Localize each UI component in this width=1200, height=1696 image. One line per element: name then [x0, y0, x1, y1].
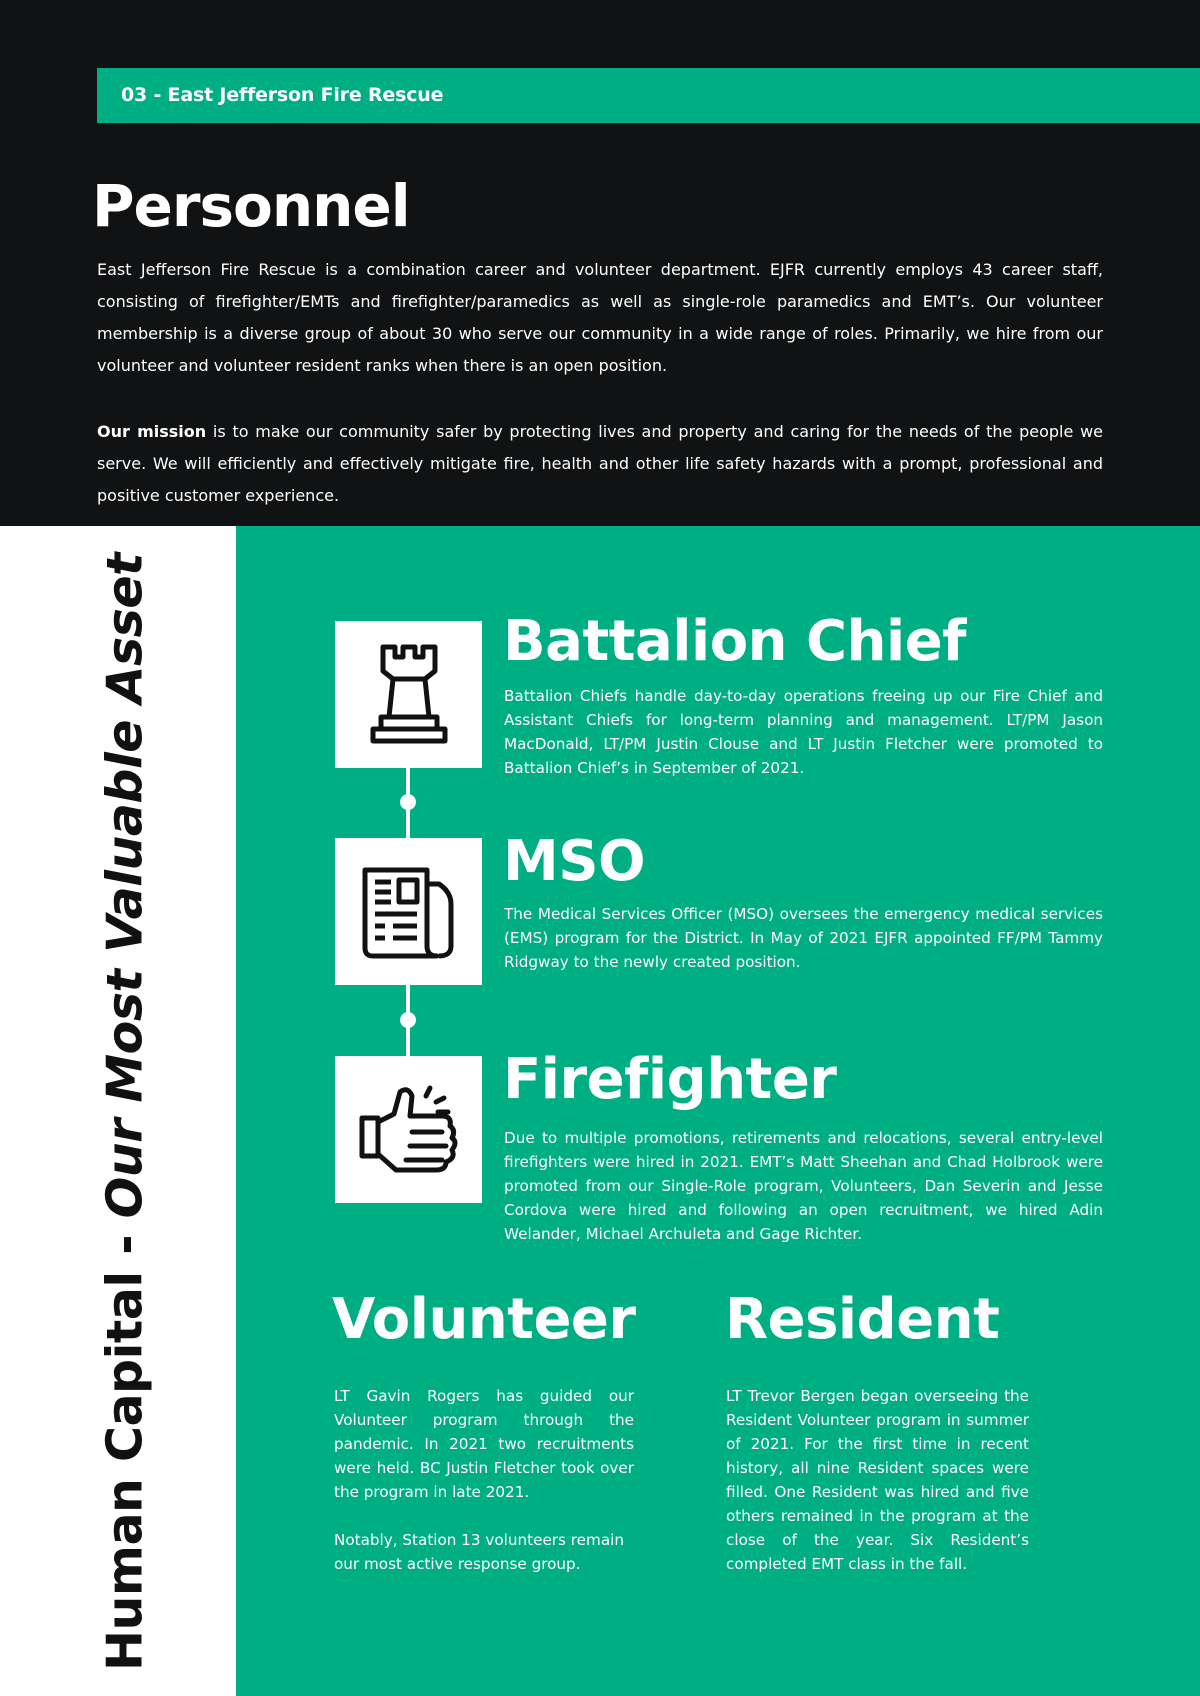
mission-lead: Our mission — [97, 422, 207, 441]
volunteer-title: Volunteer — [332, 1287, 636, 1352]
chess-rook-icon — [367, 643, 451, 747]
resident-title: Resident — [725, 1287, 1000, 1352]
timeline-dot — [400, 1012, 416, 1028]
banner-text: 03 - East Jefferson Fire Rescue — [121, 84, 444, 106]
mission-text: is to make our community safer by protecting lives and property and caring for the needs of the people we serve. We will efficiently and effectively mitigate fire, health and other life safety hazards with a prompt, professional and positive customer experience. — [97, 422, 1103, 505]
role-icon-box — [335, 1056, 482, 1203]
intro-paragraph: East Jefferson Fire Rescue is a combination career and volunteer department. EJFR currently employs 43 career staff, consisting of firefighter/EMTs and firefighter/paramedics as well as single-role paramedics and EMT’s. Our volunteer membership is a diverse group of about 30 who serve our community in a wide range of roles. Primarily, we hire from our volunteer and volunteer resident ranks when there is an open position. — [97, 260, 1103, 375]
role-icon-box — [335, 838, 482, 985]
role-title: Battalion Chief — [503, 609, 967, 674]
role-description: Battalion Chiefs handle day-to-day operations freeing up our Fire Chief and Assistant Chiefs for long-term planning and management. LT/PM Jason MacDonald, LT/PM Justin Clouse and LT Justin Fletcher were promoted to Battalion Chief’s in September of 2021. — [504, 687, 1103, 777]
role-icon-box — [335, 621, 482, 768]
role-title: MSO — [503, 829, 646, 894]
section-banner — [97, 68, 1200, 123]
volunteer-paragraph: LT Gavin Rogers has guided our Volunteer program through the pandemic. In 2021 two recruitments were held. BC Justin Fletcher took over the program in late 2021. — [334, 1387, 634, 1501]
role-title: Firefighter — [503, 1047, 837, 1112]
mission-paragraph — [97, 416, 1103, 512]
volunteer-paragraph: Notably, Station 13 volunteers remain our most active response group. — [334, 1531, 624, 1573]
newspaper-icon — [361, 864, 457, 960]
role-description: Due to multiple promotions, retirements and relocations, several entry-level firefighters were hired in 2021. EMT’s Matt Sheehan and Chad Holbrook were promoted from our Single-Role program, Volunteers, Dan Severin and Jesse Cordova were hired and following an open recruitment, we hired Adin Welander, Michael Archuleta and Gage Richter. — [504, 1129, 1103, 1243]
vertical-section-title — [97, 553, 154, 1671]
page-title: Personnel — [92, 172, 410, 240]
role-description: The Medical Services Officer (MSO) oversees the emergency medical services (EMS) program for the District. In May of 2021 EJFR appointed FF/PM Tammy Ridgway to the newly created position. — [504, 905, 1103, 971]
vertical-title-italic: Our Most Valuable Asset — [96, 553, 154, 1219]
resident-paragraph: LT Trevor Bergen began overseeing the Resident Volunteer program in summer of 2021. For the first time in recent history, all nine Resident spaces were filled. One Resident was hired and five others remained in the program at the close of the year. Six Resident’s completed EMT class in the fall. — [726, 1387, 1029, 1573]
thumbs-up-icon — [356, 1082, 462, 1178]
vertical-title-regular: Human Capital - — [96, 1218, 154, 1671]
header-section — [0, 0, 1200, 526]
timeline-dot — [400, 794, 416, 810]
